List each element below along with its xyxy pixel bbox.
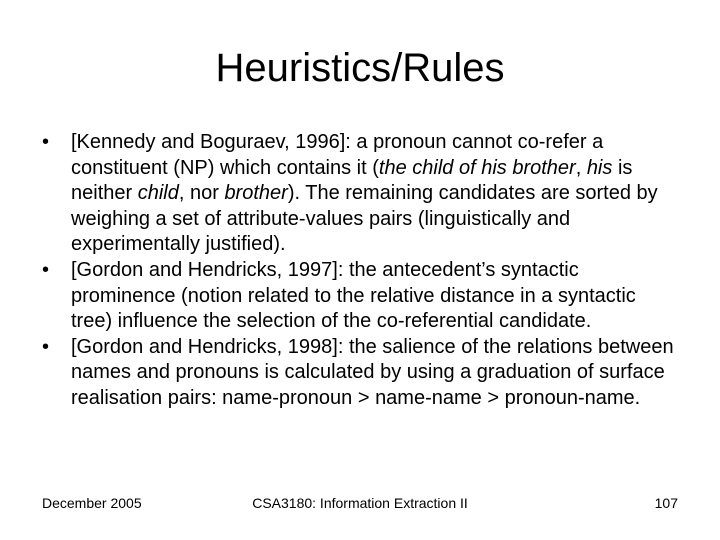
example-phrase: the child of his brother (378, 156, 576, 179)
footer-date: December 2005 (42, 495, 142, 511)
example-word-child: child (137, 182, 179, 205)
footer-course: CSA3180: Information Extraction II (252, 495, 468, 511)
bullet-text-3: [Gordon and Hendricks, 1998]: the salience of the relations between names and pronouns is calculated by using a graduation of surface realisation pairs: name-pronoun > name-name > pronoun-name. (71, 335, 674, 409)
bullet-item-2 (42, 258, 682, 335)
bullet-marker: • (42, 335, 50, 358)
bullet-marker: • (42, 131, 50, 153)
bullet-item-3 (42, 335, 682, 412)
example-word-brother: brother (224, 182, 288, 205)
slide-title: Heuristics/Rules (215, 46, 505, 90)
bullet-list (42, 130, 682, 412)
example-word-his: his (586, 156, 613, 179)
bullet-marker: • (42, 258, 50, 281)
footer-page-number: 107 (654, 495, 678, 511)
bullet-text-1: [Kennedy and Boguraev, 1996]: a pronoun cannot co-refer a constituent (NP) which contains it (the child of his brother, his is neither child, nor brother). The remaining candidates are sorted by weighing a set of attribute-values pairs (linguistically and experimentally justified). (71, 131, 658, 256)
bullet-text-2: [Gordon and Hendricks, 1997]: the antecedent’s syntactic prominence (notion related to the relative distance in a syntactic tree) influence the selection of the co-referential candidate. (71, 258, 636, 333)
bullet-item-1 (42, 130, 682, 258)
